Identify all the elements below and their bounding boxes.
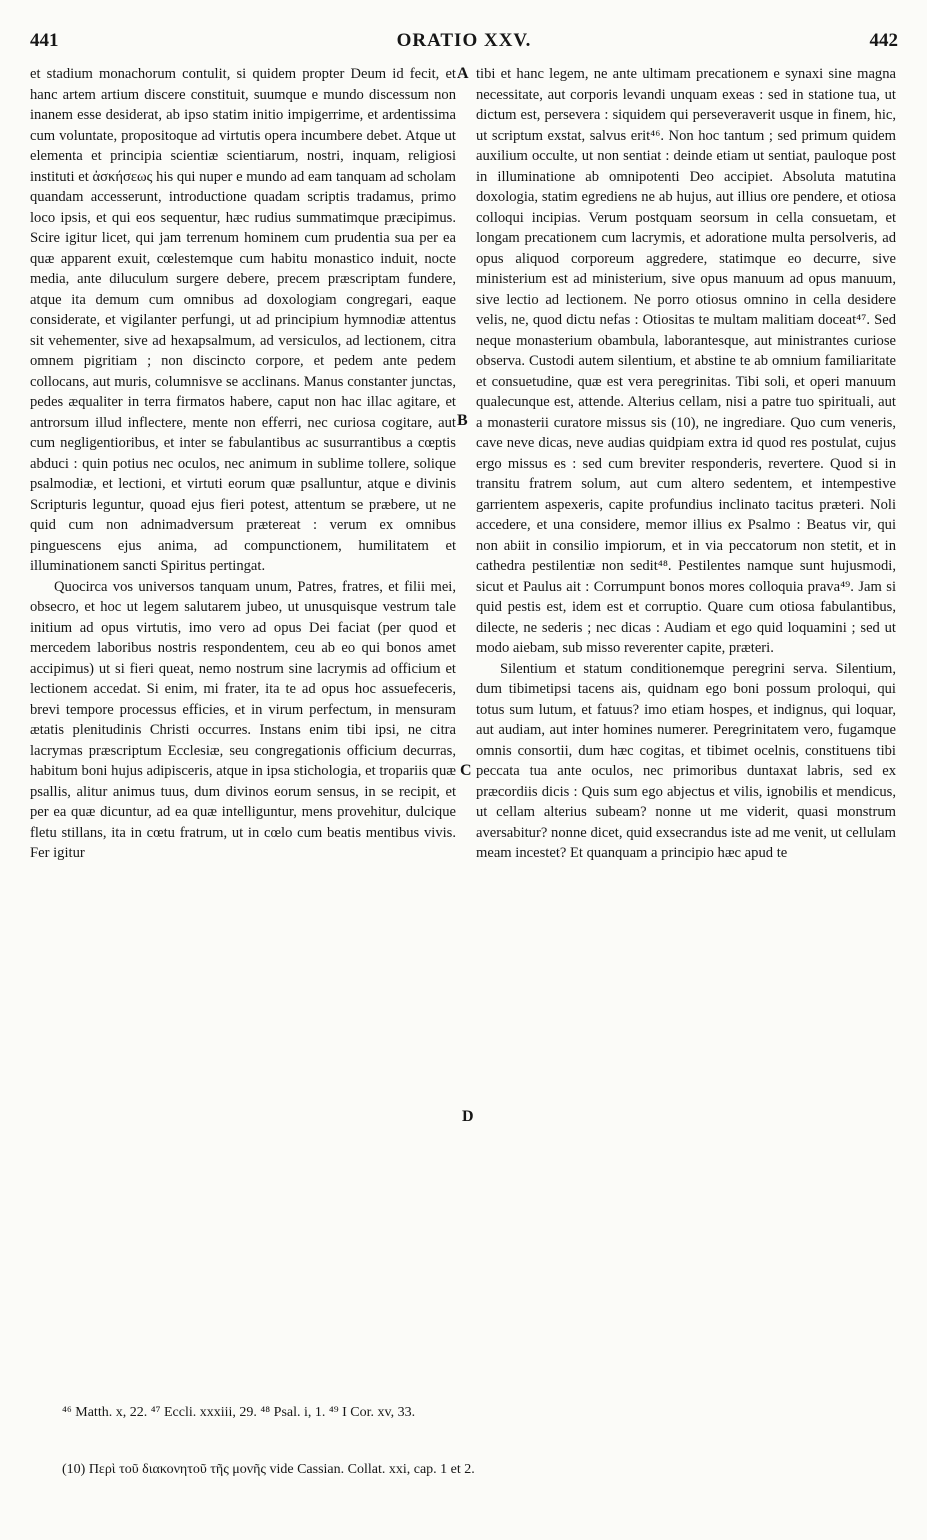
margin-letter-c: C (460, 762, 472, 779)
page-number-left: 441 (30, 30, 59, 51)
margin-letter-a: A (457, 65, 469, 82)
left-column (30, 64, 456, 1370)
paragraph: tibi et hanc legem, ne ante ultimam precationem e synaxi sine magna necessitate, aut corporis levandi unquam exeas : sed in statione tua, ut dictum est, persevera : siquidem qui perseveraverit usque in finem, hic, ut scriptum exstat, salvus erit⁴⁶. Non hoc tantum ; sed primum quidem auxilium occulte, ut non sentiat : deinde etiam ut sentiat, pauloque post in illuminatione ab omnipotenti Deo accipiet. Absoluta matutina doxologia, statim egrediens ne ab hujus, aut illius ore pendere, et otiosa colloqui incipias. Verum postquam seorsum in cella consuetam, et longam precationem cum lacrymis, et adoratione multa persolveris, ad opus aliquod corporeum aggredere, statimque eo decurre, sive ministerium est ad ministerium, sive opus manuum ad opus manuum, sive lectio ad lectionem. Ne porro otiosus omnino in cella desidere velis, ne, quod dictu nefas : Otiositas te multam malitiam doceat⁴⁷. Sed neque monasterium obambula, laborantesque, aut ministrantes curiose observa. Custodi autem silentium, et abstine te ab omnium familiaritate et consuetudine, quæ est vera peregrinitas. Tibi soli, et operi manuum qualecunque est, attende. Alterius cellam, nisi a patre tuo spirituali, aut a monasterii curatore missus sis (10), ne ingrediare. Quo cum veneris, cave neve dicas, neve audias quidpiam extra id quod res postulat, cujus ergo missus es : sed cum breviter responderis, revertere. Quod si in transitu fratrem solum, aut cum altero sedentem, et intempestive garrientem aspexeris, capite profundius inclinato tacitus præteri. Noli accedere, et una considere, memor illius ex Psalmo : Beatus vir, qui non abiit in consilio impiorum, et in via peccatorum non stetit, et in cathedra pestilentiæ non sedit⁴⁸. Pestilentes namque sunt hujusmodi, sicut et Paulus ait : Corrumpunt bonos mores colloquia prava⁴⁹. Jam si quid pestis est, idem est et corruptio. Quare cum otiosa fabulantibus, dilecte, ne sederis ; nec dicas : Audiam et ego quid loquamini ; sed ut modo aiebam, sub misso reverenter capite, præteri. (476, 66, 896, 656)
paragraph: Quocirca vos universos tanquam unum, Patres, fratres, et filii mei, obsecro, et hoc ut legem salutarem jubeo, ut unusquisque vestrum tale initium ad opus virtutis, imo vero ad opus Dei faciat (per quod et mercedem laboribus nostris respondentem, ceu ab eo qui bonos amet accipimus) ut si fieri queat, nemo nostrum sine lacrymis ad officium et lectionem accedat. Si enim, mi frater, ita te ad opus hoc assuefeceris, brevi tempore processus efficies, et in virum perfectum, in mensuram ætatis plenitudinis Christi occurres. Instans enim tibi ipsi, ne citra lacrymas præscriptum Ecclesiæ, seu congregationis officium decurras, habitum boni hujus adipisceris, atque in ipsa stichologia, et tropariis quæ psallis, alitur animus tuus, dum divinos eorum sensus, in se recipit, et per ea quæ dicuntur, ad ea quæ intelliguntur, mens provehitur, dulcique fletu stillans, ita in cœtu fratrum, ut in cœlo cum beatis mentibus vivis. Fer igitur (30, 578, 456, 861)
paragraph: et stadium monachorum contulit, si quidem propter Deum id fecit, et hanc artem artium discere constituit, suumque e mundo discessum non inanem esse desiderat, ab ipso statim initio impigerrime, et ardentissima cum voluntate, propositoque ad virtutis opera incumbere debet. Atque ut elementa et principia scientiæ scientiarum, nostri, inquam, religiosi instituti et ἀσκήσεως his qui nuper e mundo ad eam tanquam ad scholam quandam accesserunt, introductione quadam scriptis tradamus, primo loco ipsis, et qui eos sequentur, hæc rudius summatimque præcipimus. Scire igitur licet, qui jam terrenum hominem cum prudentia sua per ea quæ apparent exuit, cœlestemque cum habitu monastico induit, nocte media, ante diluculum surgere debere, precem præscriptam fundere, atque ita demum cum omnibus ad doxologiam congregari, eaque considerate, et vigilanter perfungi, ut ad principium hymnodiæ attentus sit vehementer, sive ad hexapsalmum, ad versiculos, ad lectionem, citra omnem pigritiam ; non discincto corpore, et pedem ante pedem collocans, aut muris, columnisve se acclinans. Manus constanter junctas, pedes æqualiter in terra firmatos habere, caput non hac illac agitare, et antrorsum illud inflectere, mente non efferri, nec curiosa cogitare, aut cum negligentioribus, et inter se fabulantibus ac susurrantibus a cœptis abduci : quin potius nec oculos, nec animum in sublime tollere, solique psalmodiæ, et lectioni, et virtuti eorum quæ psalluntur, atque e divinis Scripturis leguntur, quoad ejus fieri potest, attentum se præbere, ut ne quid cum non adnimadversum prætereat : verum ex omnibus pinguescens ejus anima, ad compunctionem, humilitatem et illuminationem sancti Spiritus pertingat. (30, 66, 456, 574)
margin-letter-d: D (462, 1108, 474, 1125)
editor-note: (10) Περὶ τοῦ διακονητοῦ τῆς μονῆς vide Cassian. Collat. xxi, cap. 1 et 2. (62, 1462, 475, 1477)
running-header (30, 30, 898, 60)
right-column (476, 64, 896, 1370)
footnotes: ⁴⁶ Matth. x, 22. ⁴⁷ Eccli. xxxiii, 29. ⁴⁸ Psal. i, 1. ⁴⁹ I Cor. xv, 33. (62, 1405, 416, 1420)
margin-letter-b: B (457, 412, 468, 429)
running-title: ORATIO XXV. (396, 30, 532, 51)
paragraph: Silentium et statum conditionemque peregrini serva. Silentium, dum tibimetipsi tacens ais, quidnam ego boni possum proloqui, qui totus sum lutum, et fatuus? imo etiam hospes, et indignus, qui loquar, aut audiam, aut inter homines numerer. Peregrinitatem vero, fugamque omnis consortii, dum hæc cogitas, et tibimet ocelnis, constituens tibi peccata tua ante oculos, nec primoribus duntaxat labris, sed ex præcordiis dicis : Quis sum ego abjectus et vilis, ignobilis et mendicus, ut cellam alterius subeam? nonne ut me viderit, quasi monstrum aversabitur? nonne dicet, quid exsecrandus iste ad me venit, ut cellulam meam incestet? Et quanquam a principio hæc apud te (476, 660, 896, 861)
page-number-right: 442 (869, 30, 898, 51)
